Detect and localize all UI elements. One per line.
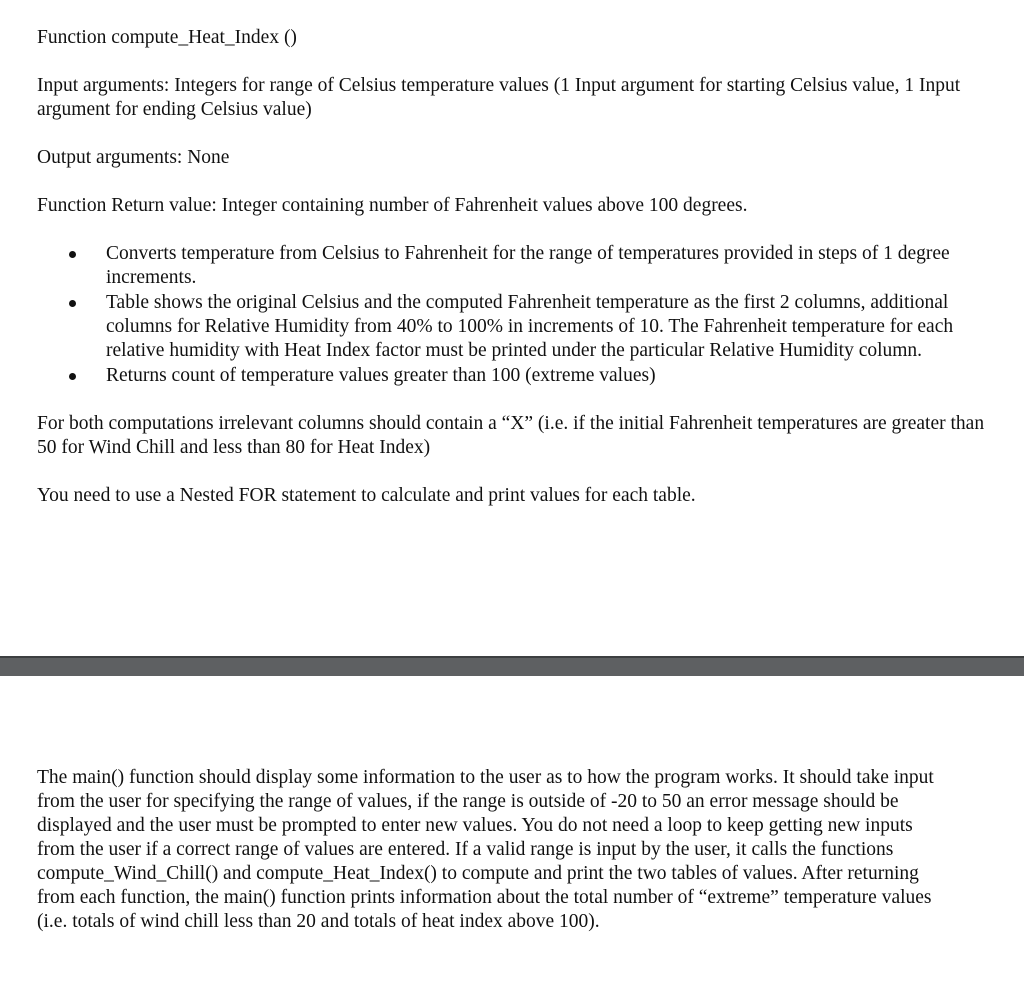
input-arguments-paragraph: Input arguments: Integers for range of Celsius temperature values (1 Input argument for starting Celsius value, 1 Input argument for ending Celsius value) (37, 75, 961, 120)
heat-index-spec-section (37, 26, 997, 508)
both-computations-paragraph: For both computations irrelevant columns should contain a “X” (i.e. if the initial Fahrenheit temperatures are greater than 50 for Wind Chill and less than 80 for Heat Index) (37, 413, 985, 458)
main-function-section (37, 766, 952, 934)
requirements-list (37, 242, 997, 388)
return-value-paragraph: Function Return value: Integer containing number of Fahrenheit values above 100 degrees. (37, 195, 748, 216)
list-item-text: Table shows the original Celsius and the computed Fahrenheit temperature as the first 2 columns, additional columns for Relative Humidity from 40% to 100% in increments of 10. The Fahrenheit temperature for each relative humidity with Heat Index factor must be printed under the particular Relative Humidity column. (106, 292, 954, 361)
list-item (37, 364, 997, 388)
bullet-icon (69, 373, 76, 380)
list-item (37, 242, 997, 290)
output-arguments-paragraph: Output arguments: None (37, 147, 230, 168)
main-function-paragraph: The main() function should display some information to the user as to how the program works. It should take input from the user for specifying the range of values, if the range is outside of -20 to 50 an error message should be displayed and the user must be prompted to enter new values. You do not need a loop to keep getting new inputs from the user if a correct range of values are entered. If a valid range is input by the user, it calls the functions compute_Wind_Chill() and compute_Heat_Index() to compute and print the two tables of values. After returning from each function, the main() function prints information about the total number of “extreme” temperature values (i.e. totals of wind chill less than 20 and totals of heat index above 100). (37, 767, 934, 932)
page-divider (0, 656, 1024, 676)
list-item (37, 291, 997, 363)
list-item-text: Returns count of temperature values greater than 100 (extreme values) (106, 365, 656, 386)
list-item-text: Converts temperature from Celsius to Fahrenheit for the range of temperatures provided in steps of 1 degree increments. (106, 243, 950, 288)
bullet-icon (69, 251, 76, 258)
nested-for-paragraph: You need to use a Nested FOR statement to calculate and print values for each table. (37, 485, 696, 506)
bullet-icon (69, 300, 76, 307)
function-heading: Function compute_Heat_Index () (37, 27, 297, 48)
